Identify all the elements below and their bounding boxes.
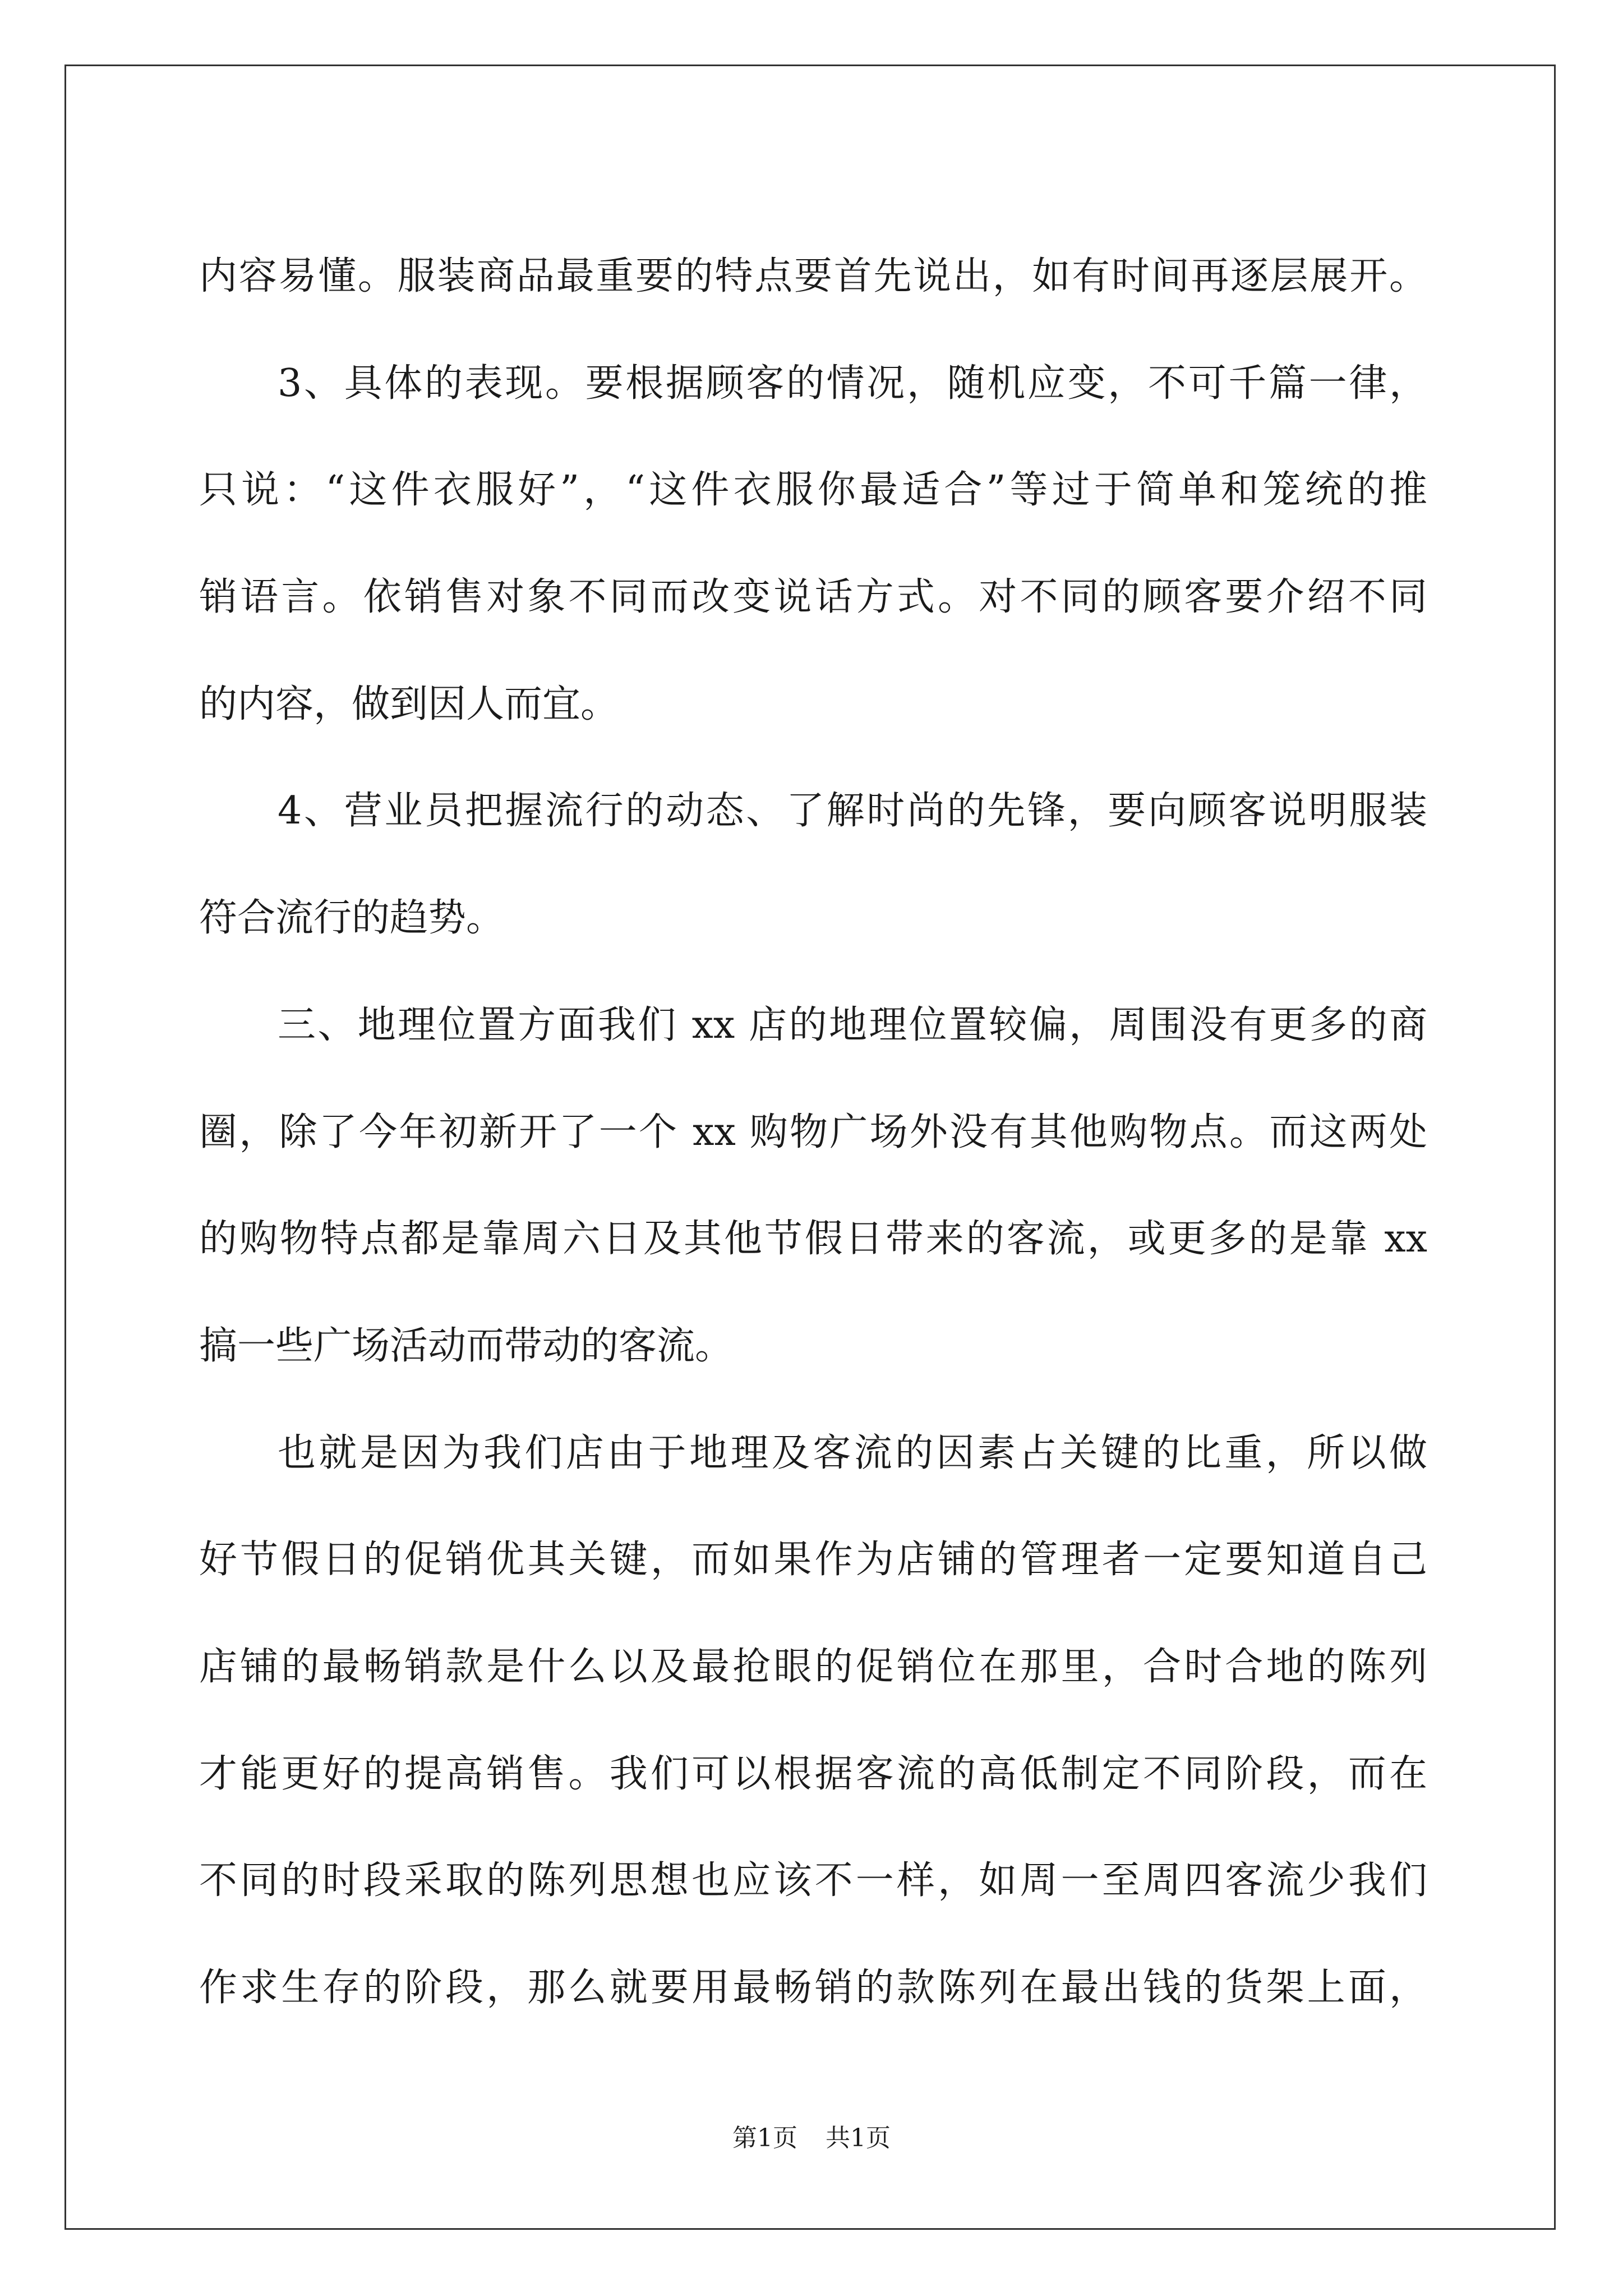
text-line: 只说：“这件衣服好”，“这件衣服你最适合”等过于简单和笼统的推 <box>199 468 1427 513</box>
text-line: 4、营业员把握流行的动态、了解时尚的先锋，要向顾客说明服装 <box>278 789 1427 834</box>
text-line: 作求生存的阶段，那么就要用最畅销的款陈列在最出钱的货架上面， <box>199 1966 1427 2010</box>
text-line: 才能更好的提高销售。我们可以根据客流的高低制定不同阶段，而在 <box>199 1751 1427 1796</box>
text-line: 好节假日的促销优其关键，而如果作为店铺的管理者一定要知道自己 <box>199 1538 1427 1582</box>
text-line: 的购物特点都是靠周六日及其他节假日带来的客流，或更多的是靠 xx <box>199 1217 1427 1262</box>
document-body <box>199 223 1427 2042</box>
page-number: 第1页 <box>732 2124 797 2152</box>
text-line: 店铺的最畅销款是什么以及最抢眼的促销位在那里，合时合地的陈列 <box>199 1644 1427 1689</box>
page-footer <box>0 2118 1623 2154</box>
text-line: 的内容，做到因人而宜。 <box>199 682 619 726</box>
text-line: 圈，除了今年初新开了一个 xx 购物广场外没有其他购物点。而这两处 <box>199 1110 1427 1154</box>
text-line: 3、具体的表现。要根据顾客的情况，随机应变，不可千篇一律， <box>278 361 1427 406</box>
text-line: 符合流行的趋势。 <box>199 896 505 941</box>
text-line: 也就是因为我们店由于地理及客流的因素占关键的比重，所以做 <box>278 1430 1427 1475</box>
text-line: 不同的时段采取的陈列思想也应该不一样，如周一至周四客流少我们 <box>199 1858 1427 1903</box>
text-line: 内容易懂。服装商品最重要的特点要首先说出，如有时间再逐层展开。 <box>199 254 1427 298</box>
text-line: 三、地理位置方面我们 xx 店的地理位置较偏，周围没有更多的商 <box>278 1002 1427 1047</box>
text-line: 搞一些广场活动而带动的客流。 <box>199 1323 734 1368</box>
text-line: 销语言。依销售对象不同而改变说话方式。对不同的顾客要介绍不同 <box>199 575 1427 620</box>
page-total: 共1页 <box>826 2124 891 2152</box>
